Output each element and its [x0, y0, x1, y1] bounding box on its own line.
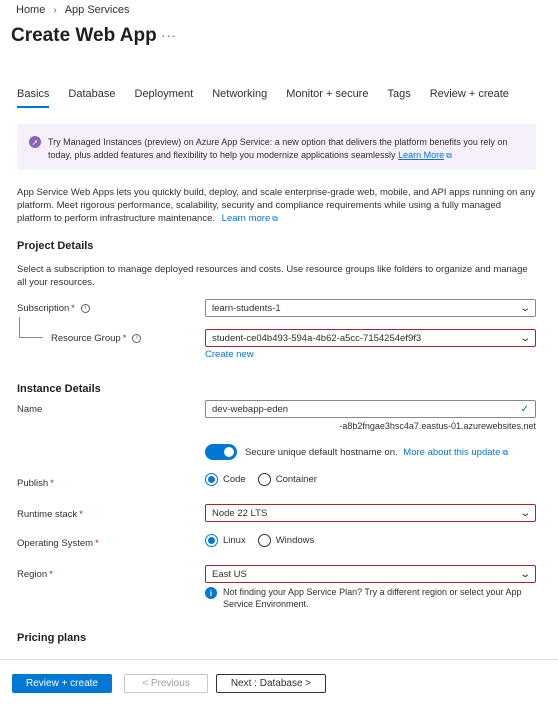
rocket-icon: ➚: [29, 136, 41, 148]
chevron-down-icon: ⌄: [518, 332, 531, 344]
more-about-update-link[interactable]: More about this update: [403, 447, 501, 458]
tab-networking[interactable]: Networking: [212, 88, 268, 100]
runtime-stack-label-text: Runtime stack: [17, 509, 78, 520]
intro-learn-more-link[interactable]: Learn more: [221, 213, 271, 224]
tab-basics[interactable]: Basics: [17, 88, 49, 108]
resource-group-label-text: Resource Group: [51, 333, 121, 344]
os-linux-radio[interactable]: [205, 534, 218, 547]
chevron-down-icon: ⌄: [518, 568, 531, 580]
banner-learn-more-link[interactable]: Learn More: [398, 149, 445, 160]
region-label-text: Region: [17, 569, 48, 580]
operating-system-label-text: Operating System: [17, 538, 94, 549]
subscription-value: learn-students-1: [212, 302, 281, 314]
name-value: dev-webapp-eden: [212, 403, 289, 415]
region-value: East US: [212, 568, 247, 580]
managed-instances-banner: [17, 124, 536, 170]
secure-hostname-label: Secure unique default hostname on.: [245, 447, 398, 458]
publish-container-label: Container: [275, 474, 317, 485]
banner-text: [48, 136, 528, 162]
subscription-label: Subscription * i: [17, 303, 90, 314]
publish-label: Publish *: [17, 478, 54, 489]
runtime-stack-select[interactable]: [205, 504, 536, 522]
intro-text: App Service Web Apps lets you quickly build, deploy, and scale enterprise-grade web, mobile, and API apps running on any platform. Meet rigorous performance, scalability, security and compliance requirements while using a fully managed platform to perform infrastructure maintenance.: [17, 187, 536, 224]
name-input[interactable]: [205, 400, 536, 418]
resource-group-select[interactable]: [205, 329, 536, 347]
external-link-icon: ⧉: [446, 150, 452, 160]
breadcrumb-app-services[interactable]: App Services: [64, 4, 130, 16]
region-select[interactable]: [205, 565, 536, 583]
project-details-description: Select a subscription to manage deployed resources and costs. Use resource groups like folders to organize and manage all your resources.: [17, 264, 528, 288]
breadcrumb: [16, 4, 130, 16]
publish-code-radio[interactable]: [205, 473, 218, 486]
external-link-icon: ⧉: [272, 214, 278, 223]
info-icon[interactable]: i: [132, 334, 141, 343]
os-windows-label: Windows: [275, 535, 315, 546]
page-title: Create Web App: [11, 25, 157, 46]
project-details-title: Project Details: [17, 240, 94, 252]
external-link-icon: ⧉: [502, 448, 509, 457]
checkmark-icon: ✓: [520, 403, 529, 415]
previous-button[interactable]: < Previous: [124, 674, 208, 693]
publish-code-label: Code: [223, 474, 246, 485]
tab-database[interactable]: Database: [68, 88, 116, 100]
operating-system-label: Operating System *: [17, 538, 99, 549]
os-linux-label: Linux: [223, 535, 246, 546]
review-create-button[interactable]: Review + create: [12, 674, 112, 693]
footer-bar: [0, 660, 558, 704]
tree-connector: [19, 317, 20, 337]
os-radio-group: [205, 534, 326, 547]
secure-hostname-text: [245, 447, 508, 458]
region-hint: Not finding your App Service Plan? Try a different region or select your App Service Environment.: [223, 587, 522, 609]
resource-group-value: student-ce04b493-594a-4b62-a5cc-7154254ef9f3: [212, 332, 422, 344]
scroll-fade: [0, 648, 558, 659]
hostname-suffix: -a8b2fngae3hsc4a7.eastus-01.azurewebsites.net: [339, 421, 536, 431]
instance-details-title: Instance Details: [17, 383, 101, 395]
tab-monitor-secure[interactable]: Monitor + secure: [286, 88, 369, 100]
name-label: Name: [17, 404, 43, 415]
os-windows-radio[interactable]: [258, 534, 271, 547]
chevron-down-icon: ⌄: [518, 507, 531, 519]
tree-connector: [19, 337, 43, 338]
next-database-button[interactable]: Next : Database >: [216, 674, 326, 693]
tab-tags[interactable]: Tags: [387, 88, 411, 100]
publish-radio-group: [205, 473, 329, 486]
banner-message: Try Managed Instances (preview) on Azure App Service: a new option that delivers the platform benefits you rely on today, plus added features and flexibility to help you modernize applications seamlessly: [48, 137, 508, 160]
create-new-link[interactable]: Create new: [205, 349, 254, 360]
intro-paragraph: [17, 186, 537, 225]
tab-deployment[interactable]: Deployment: [134, 88, 194, 100]
publish-container-radio[interactable]: [258, 473, 271, 486]
breadcrumb-home[interactable]: Home: [16, 4, 46, 16]
breadcrumb-separator: ›: [53, 4, 57, 16]
publish-label-text: Publish: [17, 478, 49, 489]
tab-bar: [17, 88, 528, 108]
region-label: Region *: [17, 569, 53, 580]
pricing-plans-title: Pricing plans: [17, 632, 87, 644]
secure-hostname-toggle[interactable]: [205, 444, 237, 460]
subscription-select[interactable]: [205, 299, 536, 317]
more-options-icon[interactable]: ···: [161, 28, 177, 43]
runtime-stack-label: Runtime stack *: [17, 509, 83, 520]
info-icon[interactable]: i: [81, 304, 90, 313]
subscription-label-text: Subscription: [17, 303, 70, 314]
info-icon: i: [205, 587, 217, 599]
tab-review-create[interactable]: Review + create: [429, 88, 509, 100]
resource-group-label: Resource Group * i: [51, 333, 141, 344]
chevron-down-icon: ⌄: [518, 302, 531, 314]
runtime-stack-value: Node 22 LTS: [212, 507, 268, 519]
